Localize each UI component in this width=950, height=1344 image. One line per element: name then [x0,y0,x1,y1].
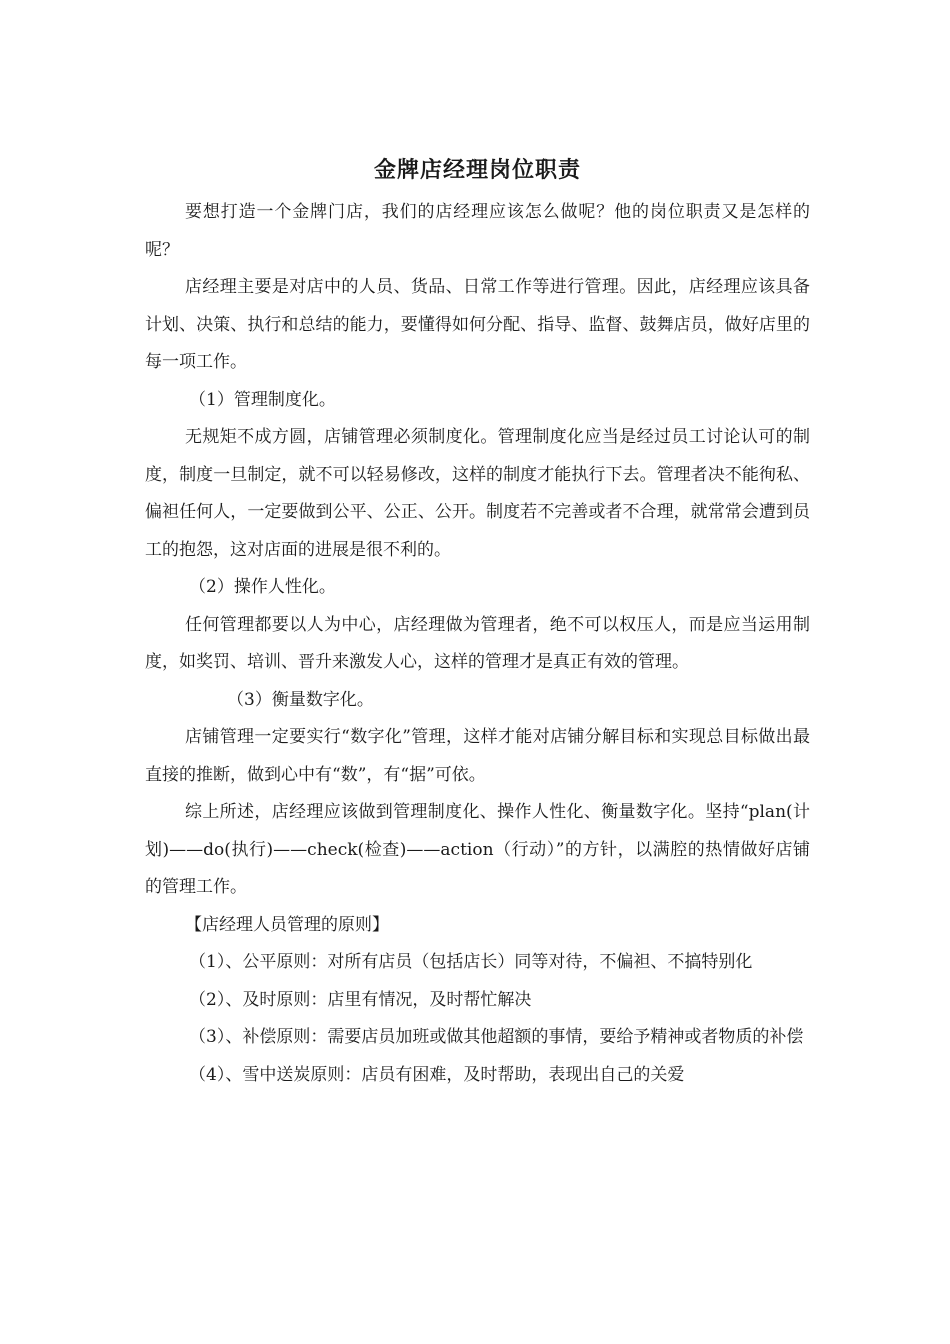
section-body-3: 店铺管理一定要实行“数字化”管理，这样才能对店铺分解目标和实现总目标做出最直接的推断，做到心中有“数”，有“据”可依。 [145,727,810,785]
principle-item: （4）、雪中送炭原则：店员有困难，及时帮助，表现出自己的关爱 [189,1064,685,1085]
principle-item: （3）、补偿原则：需要店员加班或做其他超额的事情，要给予精神或者物质的补偿 [189,1027,804,1047]
document-page [145,150,810,1094]
section-body-1: 无规矩不成方圆，店铺管理必须制度化。管理制度化应当是经过员工讨论认可的制度，制度一旦制定，就不可以轻易修改，这样的制度才能执行下去。管理者决不能徇私、偏袒任何人，一定要做到公平、公正、公开。制度若不完善或者不合理，就常常会遭到员工的抱怨，这对店面的进展是很不利的。 [145,427,810,560]
document-title: 金牌店经理岗位职责 [373,157,581,183]
principle-item: （2）、及时原则：店里有情况，及时帮忙解决 [189,989,532,1010]
section-body-2: 任何管理都要以人为中心，店经理做为管理者，绝不可以权压人，而是应当运用制度，如奖罚、培训、晋升来激发人心，这样的管理才是真正有效的管理。 [145,614,810,672]
summary-paragraph: 综上所述，店经理应该做到管理制度化、操作人性化、衡量数字化。坚持“plan(计划)——do(执行)——check(检查)——action（行动）”的方针，以满腔的热情做好店铺的管理工作。 [145,802,810,897]
section-heading-2: （2）操作人性化。 [189,577,336,597]
section-heading-1: （1）管理制度化。 [189,389,336,410]
responsibility-paragraph: 店经理主要是对店中的人员、货品、日常工作等进行管理。因此，店经理应该具备计划、决策、执行和总结的能力，要懂得如何分配、指导、监督、鼓舞店员，做好店里的每一项工作。 [145,277,810,372]
section-heading-3: （3）衡量数字化。 [227,689,374,710]
principles-heading: 【店经理人员管理的原则】 [185,914,389,935]
intro-paragraph: 要想打造一个金牌门店，我们的店经理应该怎么做呢？他的岗位职责又是怎样的呢？ [145,202,810,260]
principle-item: （1）、公平原则：对所有店员（包括店长）同等对待，不偏袒、不搞特别化 [189,952,753,972]
